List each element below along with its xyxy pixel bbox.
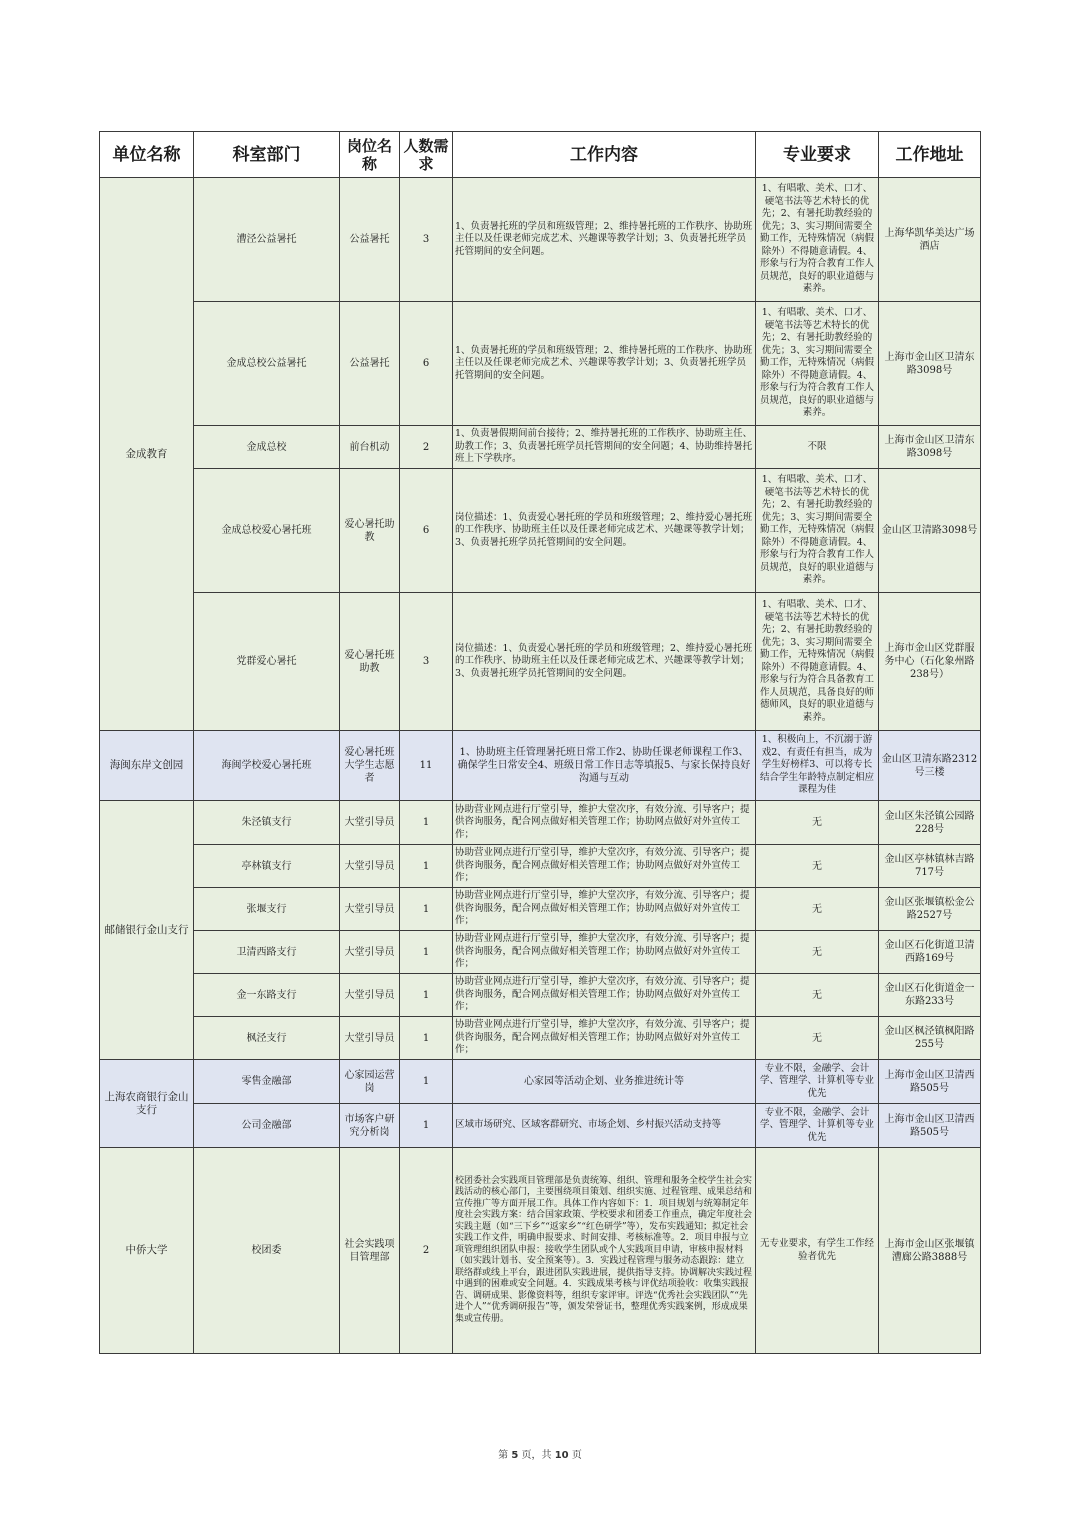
table-row <box>100 931 981 974</box>
content-cell: 1、负责暑假期间前台接待；2、维持暑托班的工作秩序、协助班主任、助教工作；3、负责暑托班学员托管期间的安全问题；4、协助维持暑托班上下学秩序。 <box>453 426 756 469</box>
addr-cell: 上海市金山区卫清西路505号 <box>879 1060 981 1104</box>
post-cell: 公益暑托 <box>340 178 400 302</box>
dept-cell: 金一东路支行 <box>194 974 340 1017</box>
dept-cell: 公司金融部 <box>194 1104 340 1148</box>
table-row <box>100 974 981 1017</box>
footer-middle: 页，共 <box>521 1450 552 1461</box>
count-cell: 1 <box>400 801 453 845</box>
table-row <box>100 801 981 845</box>
table-row <box>100 1060 981 1104</box>
dept-cell: 朱泾镇支行 <box>194 801 340 845</box>
header-dept: 科室部门 <box>194 132 340 178</box>
post-cell: 社会实践项目管理部 <box>340 1148 400 1354</box>
post-cell: 大堂引导员 <box>340 888 400 931</box>
count-cell: 11 <box>400 731 453 801</box>
count-cell: 6 <box>400 469 453 593</box>
content-cell: 协助营业网点进行厅堂引导，维护大堂次序，有效分流、引导客户；提供咨询服务，配合网点做好相关管理工作；协助网点做好对外宣传工作； <box>453 845 756 888</box>
count-cell: 1 <box>400 1060 453 1104</box>
table-row <box>100 1104 981 1148</box>
req-cell: 1、有唱歌、美术、口才、硬笔书法等艺术特长的优先；2、有暑托助教经验的优先；3、实习期间需要全勤工作，无特殊情况（病假除外）不得随意请假。4、形象与行为符合教育工作人员规范，良好的职业道德与素养。 <box>756 302 879 426</box>
req-cell: 无专业要求，有学生工作经验者优先 <box>756 1148 879 1354</box>
table-row <box>100 426 981 469</box>
content-cell: 1、负责暑托班的学员和班级管理；2、维持暑托班的工作秩序、协助班主任以及任课老师完成艺术、兴趣课等教学计划；3、负责暑托班学员托管期间的安全问题。 <box>453 178 756 302</box>
post-cell: 公益暑托 <box>340 302 400 426</box>
addr-cell: 金山区张堰镇松金公路2527号 <box>879 888 981 931</box>
addr-cell: 金山区枫泾镇枫阳路255号 <box>879 1017 981 1060</box>
post-cell: 市场客户研究分析岗 <box>340 1104 400 1148</box>
req-cell: 1、积极向上，不沉溺于游戏2、有责任有担当，成为学生好榜样3、可以将专长结合学生年龄特点制定相应课程为佳 <box>756 731 879 801</box>
req-cell: 1、有唱歌、美术、口才、硬笔书法等艺术特长的优先；2、有暑托助教经验的优先；3、实习期间需要全勤工作，无特殊情况（病假除外）不得随意请假。4、形象与行为符合教育工作人员规范，良好的职业道德与素养。 <box>756 469 879 593</box>
dept-cell: 漕泾公益暑托 <box>194 178 340 302</box>
req-cell: 无 <box>756 888 879 931</box>
count-cell: 3 <box>400 593 453 731</box>
table-row <box>100 593 981 731</box>
content-cell: 协助营业网点进行厅堂引导，维护大堂次序，有效分流、引导客户；提供咨询服务，配合网点做好相关管理工作；协助网点做好对外宣传工作； <box>453 801 756 845</box>
table-row <box>100 302 981 426</box>
count-cell: 3 <box>400 178 453 302</box>
post-cell: 爱心暑托班大学生志愿者 <box>340 731 400 801</box>
content-cell: 协助营业网点进行厅堂引导，维护大堂次序，有效分流、引导客户；提供咨询服务，配合网点做好相关管理工作；协助网点做好对外宣传工作； <box>453 1017 756 1060</box>
addr-cell: 金山区亭林镇林吉路717号 <box>879 845 981 888</box>
unit-cell: 邮储银行金山支行 <box>100 801 194 1060</box>
footer-total-pages: 10 <box>554 1450 569 1461</box>
table-row <box>100 888 981 931</box>
table-row <box>100 178 981 302</box>
count-cell: 2 <box>400 426 453 469</box>
header-post: 岗位名称 <box>340 132 400 178</box>
dept-cell: 金成总校公益暑托 <box>194 302 340 426</box>
req-cell: 无 <box>756 801 879 845</box>
header-row <box>100 132 981 178</box>
count-cell: 1 <box>400 1104 453 1148</box>
table-row <box>100 845 981 888</box>
unit-cell: 海闽东岸文创园 <box>100 731 194 801</box>
dept-cell: 亭林镇支行 <box>194 845 340 888</box>
post-cell: 大堂引导员 <box>340 931 400 974</box>
req-cell: 1、有唱歌、美术、口才、硬笔书法等艺术特长的优先；2、有暑托助教经验的优先；3、实习期间需要全勤工作，无特殊情况（病假除外）不得随意请假。4、形象与行为符合教育工作人员规范，良好的职业道德与素养。 <box>756 178 879 302</box>
req-cell: 无 <box>756 931 879 974</box>
post-cell: 大堂引导员 <box>340 845 400 888</box>
count-cell: 1 <box>400 845 453 888</box>
addr-cell: 金山区卫清路3098号 <box>879 469 981 593</box>
job-listing-table <box>99 131 981 1354</box>
header-unit: 单位名称 <box>100 132 194 178</box>
addr-cell: 上海市金山区卫清东路3098号 <box>879 302 981 426</box>
content-cell: 区域市场研究、区域客群研究、市场企划、乡村振兴活动支持等 <box>453 1104 756 1148</box>
post-cell: 前台机动 <box>340 426 400 469</box>
addr-cell: 上海市金山区党群服务中心（石化象州路238号） <box>879 593 981 731</box>
req-cell: 无 <box>756 974 879 1017</box>
content-cell: 协助营业网点进行厅堂引导，维护大堂次序，有效分流、引导客户；提供咨询服务，配合网点做好相关管理工作；协助网点做好对外宣传工作； <box>453 974 756 1017</box>
content-cell: 岗位描述：1、负责爱心暑托班的学员和班级管理；2、维持爱心暑托班的工作秩序、协助班主任以及任课老师完成艺术、兴趣课等教学计划；3、负责暑托班学员托管期间的安全问题。 <box>453 593 756 731</box>
header-addr: 工作地址 <box>879 132 981 178</box>
content-cell: 协助营业网点进行厅堂引导，维护大堂次序，有效分流、引导客户；提供咨询服务，配合网点做好相关管理工作；协助网点做好对外宣传工作； <box>453 888 756 931</box>
page-footer <box>0 1446 1080 1461</box>
table-row <box>100 1148 981 1354</box>
table-row <box>100 469 981 593</box>
footer-prefix: 第 <box>498 1450 509 1461</box>
header-content: 工作内容 <box>453 132 756 178</box>
content-cell: 校团委社会实践项目管理部是负责统筹、组织、管理和服务全校学生社会实践活动的核心部门，主要围绕项目策划、组织实施、过程管理、成果总结和宣传推广等方面开展工作。具体工作内容如下：1．项目规划与统筹制定年度社会实践方案：结合国家政策、学校要求和团委工作重点，确定年度社会实践主题（如“三下乡”“返家乡”“红色研学”等），发布实践通知；拟定社会实践工作文件，明确申报要求、时间安排、考核标准等。2．项目申报与立项管理组织团队申报：接收学生团队或个人实践项目申请，审核申报材料（如实践计划书、安全预案等）。3．实践过程管理与服务动态跟踪：建立联络群或线上平台，跟进团队实践进展，提供指导支持。协调解决实践过程中遇到的困难或安全问题。4．实践成果考核与评优结项验收：收集实践报告、调研成果、影像资料等，组织专家评审。评选“优秀社会实践团队”“先进个人”“优秀调研报告”等，颁发荣誉证书，整理优秀实践案例，形成成果集或宣传册。 <box>453 1148 756 1354</box>
addr-cell: 金山区朱泾镇公园路228号 <box>879 801 981 845</box>
dept-cell: 金成总校 <box>194 426 340 469</box>
req-cell: 专业不限，金融学、会计学、管理学、计算机等专业优先 <box>756 1060 879 1104</box>
post-cell: 大堂引导员 <box>340 1017 400 1060</box>
dept-cell: 零售金融部 <box>194 1060 340 1104</box>
req-cell: 1、有唱歌、美术、口才、硬笔书法等艺术特长的优先；2、有暑托助教经验的优先；3、实习期间需要全勤工作，无特殊情况（病假除外）不得随意请假。4、形象与行为符合具备教育工作人员规范，具备良好的师德师风，良好的职业道德与素养。 <box>756 593 879 731</box>
addr-cell: 上海市金山区张堰镇漕廊公路3888号 <box>879 1148 981 1354</box>
content-cell: 协助营业网点进行厅堂引导，维护大堂次序，有效分流、引导客户；提供咨询服务，配合网点做好相关管理工作；协助网点做好对外宣传工作； <box>453 931 756 974</box>
post-cell: 爱心暑托助教 <box>340 469 400 593</box>
req-cell: 不限 <box>756 426 879 469</box>
count-cell: 1 <box>400 888 453 931</box>
header-req: 专业要求 <box>756 132 879 178</box>
table-row <box>100 731 981 801</box>
dept-cell: 枫泾支行 <box>194 1017 340 1060</box>
post-cell: 爱心暑托班助教 <box>340 593 400 731</box>
addr-cell: 上海市金山区卫清东路3098号 <box>879 426 981 469</box>
table-row <box>100 1017 981 1060</box>
addr-cell: 金山区卫清东路2312号三楼 <box>879 731 981 801</box>
count-cell: 6 <box>400 302 453 426</box>
content-cell: 心家园等活动企划、业务推进统计等 <box>453 1060 756 1104</box>
content-cell: 1、负责暑托班的学员和班级管理；2、维持暑托班的工作秩序、协助班主任以及任课老师完成艺术、兴趣课等教学计划；3、负责暑托班学员托管期间的安全问题。 <box>453 302 756 426</box>
post-cell: 心家园运营岗 <box>340 1060 400 1104</box>
post-cell: 大堂引导员 <box>340 801 400 845</box>
dept-cell: 海闽学校爱心暑托班 <box>194 731 340 801</box>
content-cell: 1、协助班主任管理暑托班日常工作2、协助任课老师课程工作3、确保学生日常安全4、班级日常工作日志等填报5、与家长保持良好沟通与互动 <box>453 731 756 801</box>
dept-cell: 卫清西路支行 <box>194 931 340 974</box>
addr-cell: 金山区石化街道金一东路233号 <box>879 974 981 1017</box>
count-cell: 1 <box>400 1017 453 1060</box>
footer-page-number: 5 <box>511 1450 519 1461</box>
count-cell: 2 <box>400 1148 453 1354</box>
addr-cell: 上海市金山区卫清西路505号 <box>879 1104 981 1148</box>
dept-cell: 张堰支行 <box>194 888 340 931</box>
addr-cell: 金山区石化街道卫清西路169号 <box>879 931 981 974</box>
req-cell: 无 <box>756 1017 879 1060</box>
addr-cell: 上海华凯华美达广场酒店 <box>879 178 981 302</box>
req-cell: 无 <box>756 845 879 888</box>
unit-cell: 金成教育 <box>100 178 194 731</box>
dept-cell: 党群爱心暑托 <box>194 593 340 731</box>
header-count: 人数需求 <box>400 132 453 178</box>
req-cell: 专业不限，金融学、会计学、管理学、计算机等专业优先 <box>756 1104 879 1148</box>
unit-cell: 上海农商银行金山支行 <box>100 1060 194 1148</box>
count-cell: 1 <box>400 931 453 974</box>
content-cell: 岗位描述：1、负责爱心暑托班的学员和班级管理；2、维持爱心暑托班的工作秩序、协助班主任以及任课老师完成艺术、兴趣课等教学计划；3、负责暑托班学员托管期间的安全问题。 <box>453 469 756 593</box>
dept-cell: 校团委 <box>194 1148 340 1354</box>
dept-cell: 金成总校爱心暑托班 <box>194 469 340 593</box>
count-cell: 1 <box>400 974 453 1017</box>
post-cell: 大堂引导员 <box>340 974 400 1017</box>
unit-cell: 中侨大学 <box>100 1148 194 1354</box>
footer-suffix: 页 <box>571 1450 582 1461</box>
